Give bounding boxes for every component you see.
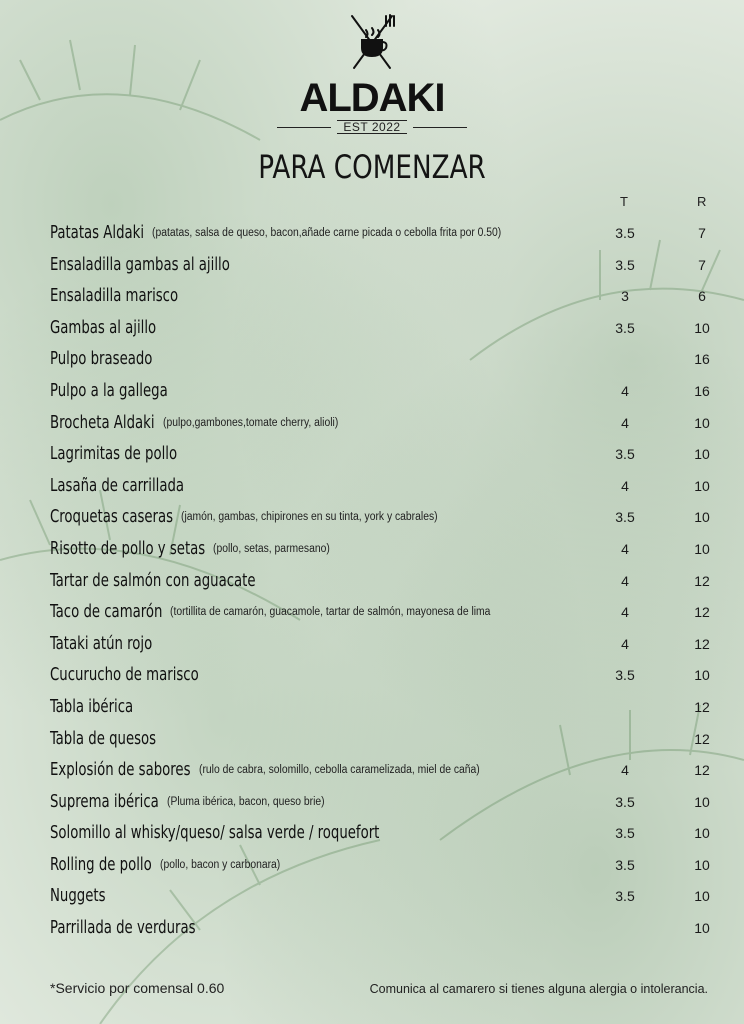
menu-item [50,566,720,598]
menu-item-name: Pulpo a la gallega [50,379,168,401]
menu-item [50,724,720,756]
price-racion: 12 [694,730,710,747]
menu-items-list [50,218,720,945]
menu-item-name: Ensaladilla marisco [50,285,179,307]
est-label: EST 2022 [337,120,406,134]
price-racion: 7 [698,225,706,241]
menu-item [50,344,720,376]
menu-item [50,629,720,661]
menu-item [50,439,720,471]
menu-item [50,597,720,629]
menu-item-name: Tataki atún rojo [50,632,153,654]
price-racion: 10 [694,793,710,810]
menu-item-description: (tortillita de camarón, guacamole, tartar de salmón, mayonesa de lima [170,606,491,619]
menu-item-description: (patatas, salsa de queso, bacon,añade carne picada o cebolla frita por 0.50) [152,227,502,239]
menu-item-name: Taco de camarón [50,601,163,623]
price-tapa: 3.5 [615,256,635,273]
price-racion: 12 [694,635,710,652]
price-tapa: 3.5 [615,446,635,463]
menu-item [50,250,720,282]
menu-item-name: Pulpo braseado [50,348,153,370]
menu-item-name: Lagrimitas de pollo [50,443,178,465]
menu-item [50,660,720,692]
price-tapa: 3.5 [615,793,635,810]
price-tapa: 3.5 [615,509,635,526]
price-tapa: 4 [621,414,629,431]
price-tapa: 4 [621,572,629,589]
price-tapa: 3.5 [615,856,635,873]
menu-item-name: Cucurucho de marisco [50,664,199,686]
menu-item-name: Suprema ibérica [50,790,159,812]
menu-item-name: Risotto de pollo y setas [50,537,206,559]
divider-line [277,127,331,128]
menu-item-description: (jamón, gambas, chipirones en su tinta, york y cabrales) [181,511,438,524]
column-header-r: R [697,194,707,209]
brand-name: ALDAKI [299,76,445,120]
menu-item-name: Explosión de sabores [50,759,191,781]
price-racion: 10 [694,856,710,873]
menu-item [50,913,720,945]
service-note: *Servicio por comensal 0.60 [50,980,225,996]
price-racion: 10 [694,540,710,557]
menu-item-name: Tabla de quesos [50,727,157,749]
menu-item-name: Rolling de pollo [50,853,152,875]
menu-item-description: (pollo, bacon y carbonara) [159,858,280,871]
menu-item [50,376,720,408]
menu-item-name: Parrillada de verduras [50,917,196,939]
price-tapa: 3.5 [615,319,635,336]
menu-item [50,218,720,250]
price-tapa: 3.5 [615,888,635,905]
menu-item-name: Solomillo al whisky/queso/ salsa verde / roquefort [50,822,380,844]
allergy-note: Comunica al camarero si tienes alguna alergia o intolerancia. [369,982,708,996]
price-tapa: 4 [621,762,629,779]
price-racion: 10 [694,446,710,463]
menu-item [50,755,720,787]
cutlery-cup-icon [342,12,402,74]
price-tapa: 3.5 [615,225,635,241]
price-racion: 12 [694,572,710,589]
price-racion: 10 [694,477,710,494]
price-racion: 12 [694,698,710,715]
price-tapa: 3 [621,288,629,305]
price-tapa: 4 [621,477,629,494]
menu-item-description: (Pluma ibérica, bacon, queso brie) [166,795,325,808]
menu-item [50,502,720,534]
menu-item-name: Tartar de salmón con aguacate [50,569,256,591]
menu-item-name: Brocheta Aldaki [50,411,155,433]
price-racion: 10 [694,414,710,431]
menu-item-description: (pulpo,gambones,tomate cherry, alioli) [162,416,338,429]
price-racion: 16 [694,351,710,368]
menu-item [50,818,720,850]
menu-item [50,850,720,882]
menu-item [50,408,720,440]
menu-item-name: Ensaladilla gambas al ajillo [50,253,230,275]
divider-line [413,127,467,128]
menu-item-description: (pollo, setas, parmesano) [213,542,331,555]
menu-item-name: Tabla ibérica [50,695,134,717]
menu-item [50,881,720,913]
menu-item [50,787,720,819]
price-racion: 10 [694,319,710,336]
price-tapa: 3.5 [615,667,635,684]
price-tapa: 4 [621,540,629,557]
price-tapa: 3.5 [615,825,635,842]
price-racion: 12 [694,762,710,779]
price-tapa: 4 [621,635,629,652]
est-row [0,120,744,134]
price-racion: 10 [694,888,710,905]
menu-item-name: Croquetas caseras [50,506,174,528]
menu-item [50,471,720,503]
menu-item-name: Lasaña de carrillada [50,474,185,496]
price-tapa: 4 [621,604,629,621]
price-racion: 10 [694,667,710,684]
menu-item [50,281,720,313]
section-title: PARA COMENZAR [258,148,486,186]
price-racion: 6 [698,288,706,305]
price-racion: 10 [694,825,710,842]
price-racion: 7 [698,256,706,273]
logo [0,12,744,134]
menu-item-name: Gambas al ajillo [50,316,157,338]
price-racion: 10 [694,920,710,937]
price-racion: 10 [694,509,710,526]
menu-item [50,692,720,724]
menu-item [50,534,720,566]
menu-item-name: Patatas Aldaki [50,222,145,243]
price-tapa: 4 [621,382,629,399]
column-header-t: T [620,194,628,209]
menu-item [50,313,720,345]
menu-item-description: (rulo de cabra, solomillo, cebolla caramelizada, miel de caña) [198,764,480,777]
menu-item-name: Nuggets [50,885,106,907]
price-racion: 16 [694,382,710,399]
price-racion: 12 [694,604,710,621]
